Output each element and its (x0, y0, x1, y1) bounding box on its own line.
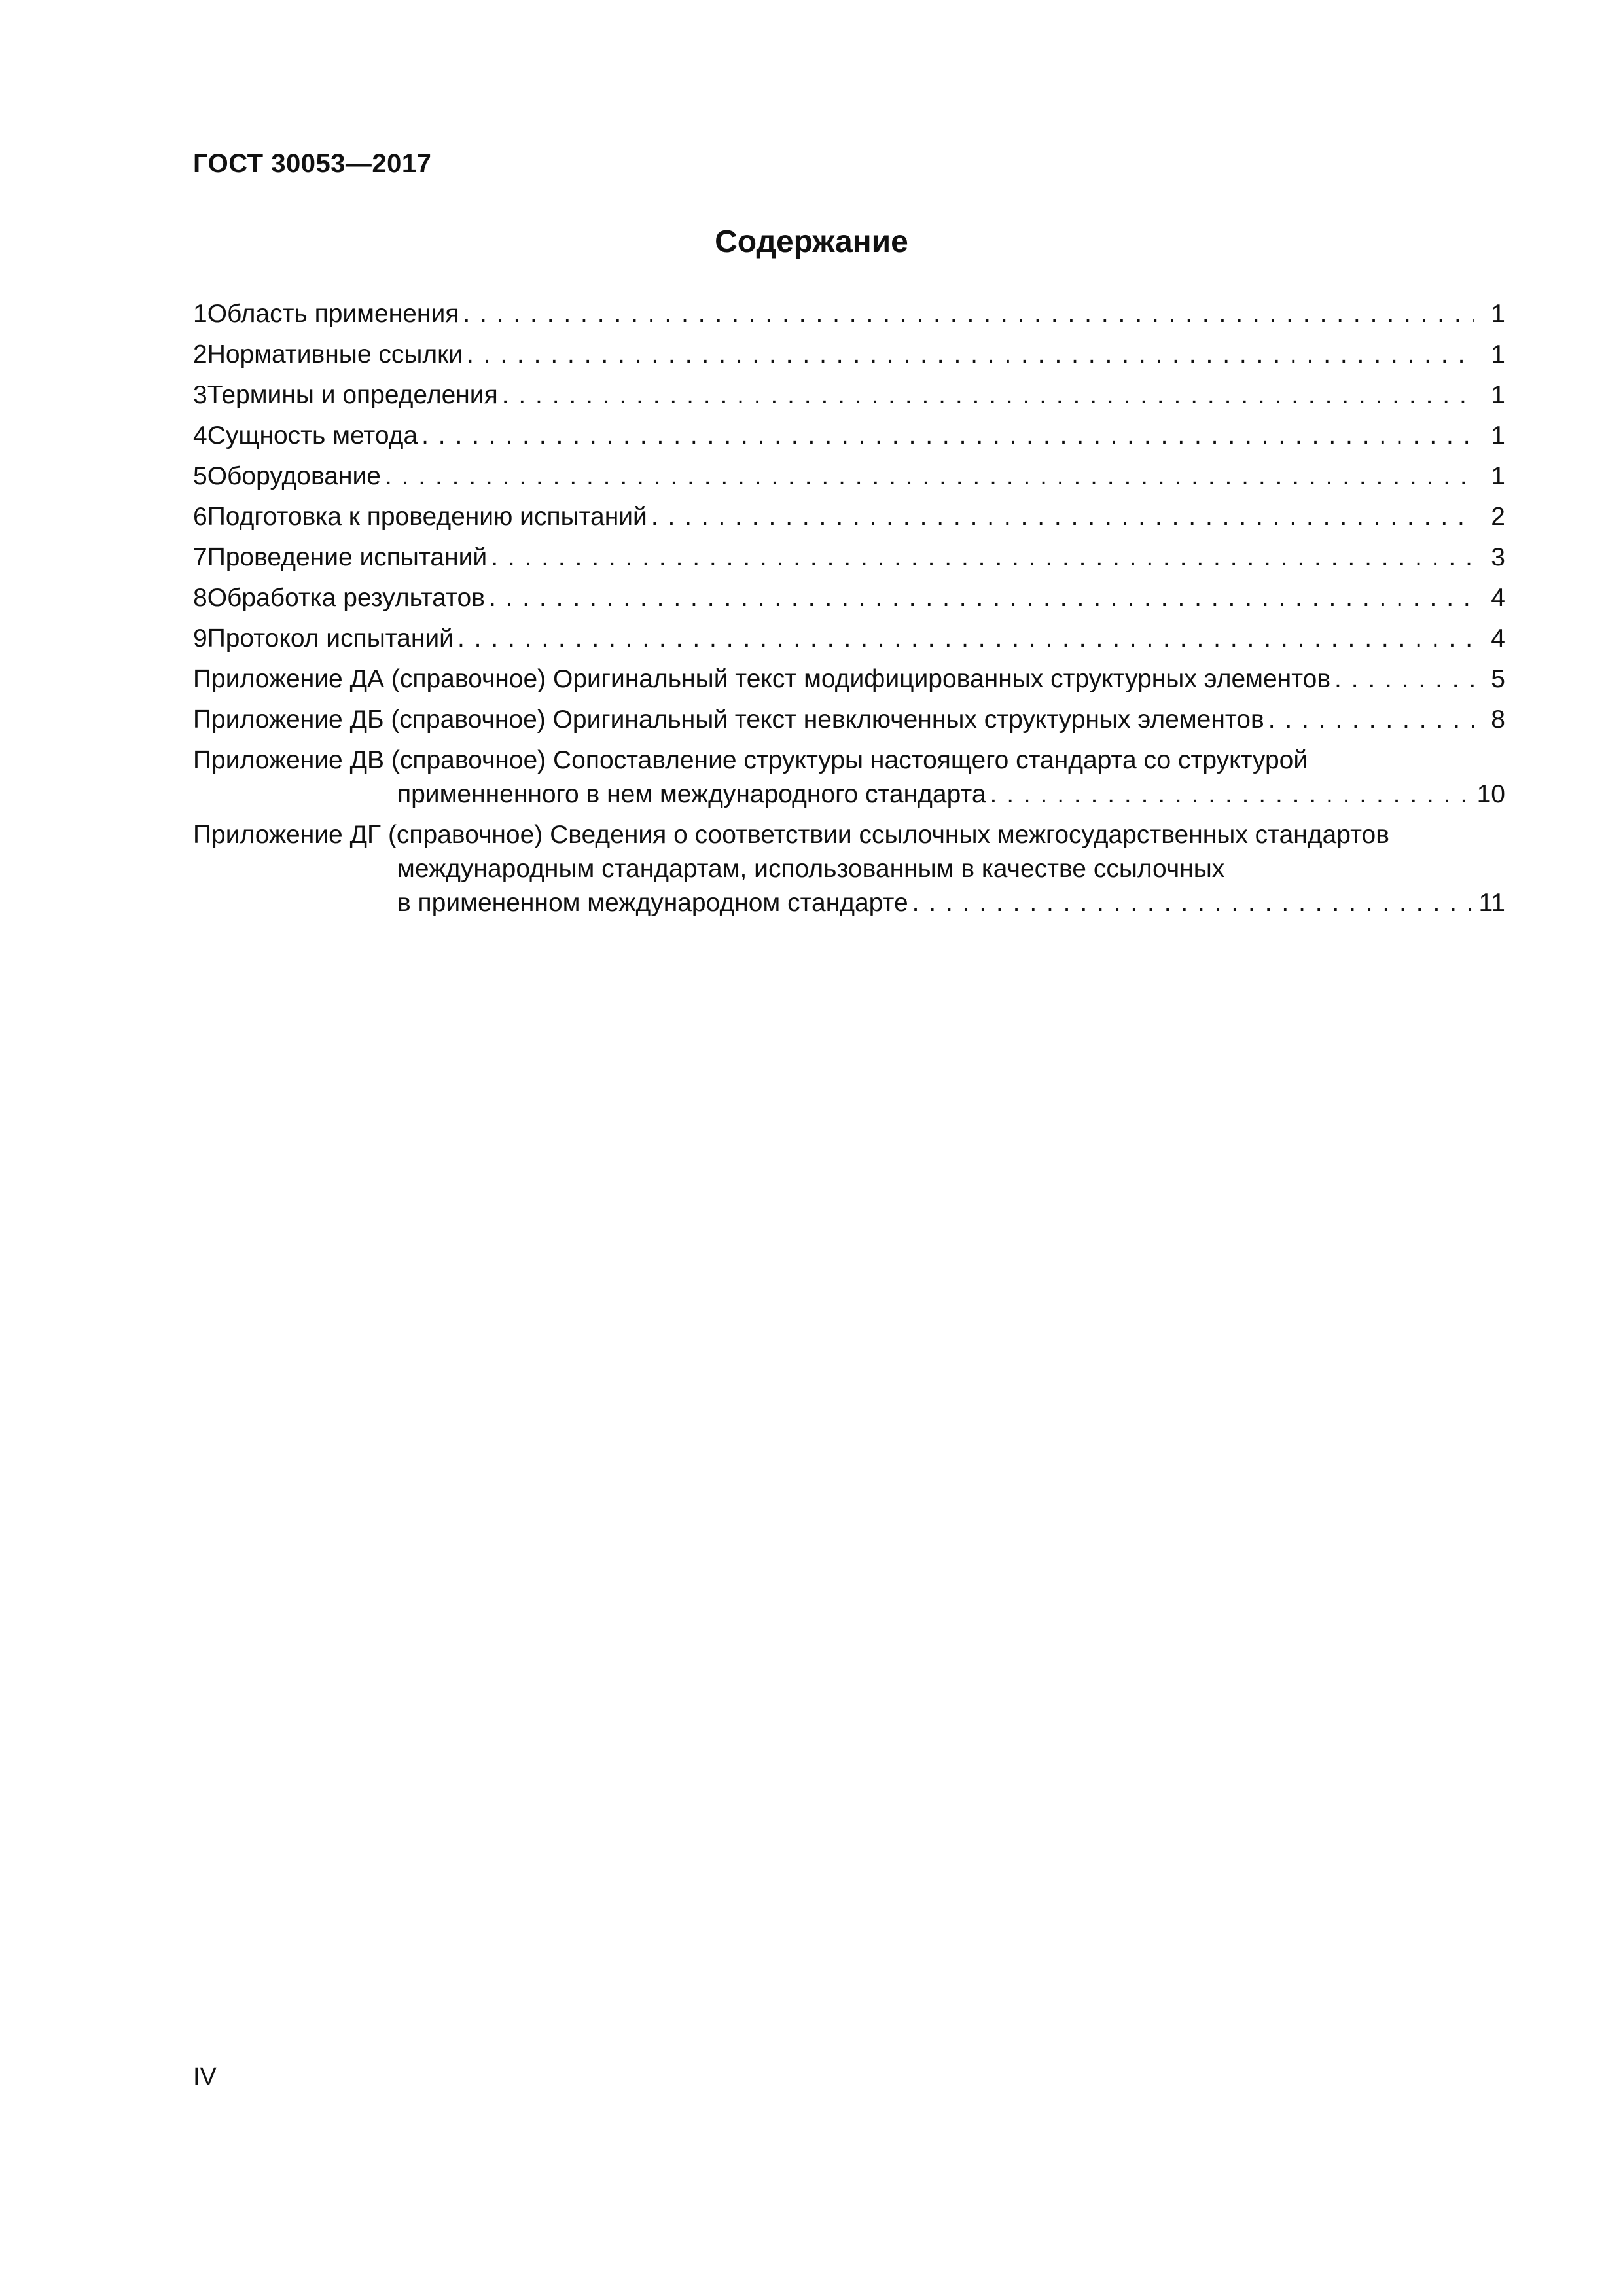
toc-entry-title: Протокол испытаний (207, 624, 454, 653)
dot-leader (1268, 706, 1474, 734)
toc-entry[interactable] (193, 462, 1505, 503)
toc-entry[interactable] (193, 340, 1505, 381)
toc-appendix-title: Приложение ДА (справочное) Оригинальный текст модифицированных структурных элементов (193, 665, 1331, 693)
toc-entry-page: 1 (1491, 381, 1505, 409)
toc-entry[interactable] (193, 381, 1505, 422)
toc-appendix-entry[interactable] (193, 706, 1505, 746)
toc-appendix-entry[interactable] (193, 821, 1505, 929)
dot-leader (912, 889, 1474, 918)
toc-entry-number: 4 (193, 422, 207, 450)
dot-leader (421, 422, 1474, 450)
dot-leader (467, 340, 1474, 369)
table-of-contents (193, 300, 1505, 929)
toc-entry-number: 2 (193, 340, 207, 368)
toc-entry-title: Термины и определения (207, 381, 498, 409)
toc-entry-number: 8 (193, 584, 207, 612)
dot-leader (457, 624, 1474, 653)
document-code: ГОСТ 30053—2017 (193, 149, 432, 178)
toc-entry-number: 9 (193, 624, 207, 653)
dot-leader (502, 381, 1474, 410)
toc-entry-title: Подготовка к проведению испытаний (207, 503, 647, 531)
toc-entry-page: 1 (1491, 462, 1505, 490)
toc-entry-page: 4 (1491, 584, 1505, 612)
toc-entry-number: 3 (193, 381, 207, 409)
toc-entry[interactable] (193, 543, 1505, 584)
toc-appendix-title-continued: в примененном международном стандарте (397, 889, 908, 917)
toc-appendix-entry[interactable] (193, 746, 1505, 821)
toc-appendix-title: Приложение ДВ (справочное) Сопоставление структуры настоящего стандарта со структурой (193, 746, 1308, 774)
toc-entry[interactable] (193, 584, 1505, 624)
dot-leader (491, 543, 1474, 572)
toc-appendix-title-continued: международным стандартам, использованным в качестве ссылочных (397, 855, 1225, 883)
toc-entry-title: Проведение испытаний (207, 543, 488, 571)
toc-entry-page: 2 (1491, 503, 1505, 531)
toc-entry-page: 5 (1491, 665, 1505, 693)
toc-entry-page: 1 (1491, 422, 1505, 450)
toc-entry[interactable] (193, 300, 1505, 340)
toc-entry-title: Оборудование (207, 462, 381, 490)
toc-appendix-entry[interactable] (193, 665, 1505, 706)
toc-entry-title: Сущность метода (207, 422, 418, 450)
page-folio: IV (193, 2063, 217, 2090)
toc-entry-number: 1 (193, 300, 207, 328)
toc-entry[interactable] (193, 624, 1505, 665)
dot-leader (463, 300, 1474, 329)
toc-entry[interactable] (193, 422, 1505, 462)
toc-appendix-title-continued: применненного в нем международного стандарта (397, 780, 986, 808)
toc-entry-title: Нормативные ссылки (207, 340, 463, 368)
toc-entry-number: 6 (193, 503, 207, 531)
dot-leader (489, 584, 1474, 613)
toc-entry-page: 4 (1491, 624, 1505, 653)
dot-leader (651, 503, 1474, 531)
dot-leader (385, 462, 1474, 491)
toc-entry-number: 7 (193, 543, 207, 571)
toc-entry-page: 10 (1476, 780, 1505, 808)
toc-entry-page: 1 (1491, 300, 1505, 328)
toc-appendix-title: Приложение ДГ (справочное) Сведения о соответствии ссылочных межгосударственных стандартов (193, 821, 1389, 849)
toc-entry-title: Область применения (207, 300, 459, 328)
dot-leader (1334, 665, 1474, 694)
toc-title: Содержание (715, 224, 908, 259)
toc-entry-number: 5 (193, 462, 207, 490)
toc-entry-title: Обработка результатов (207, 584, 485, 612)
toc-appendix-title: Приложение ДБ (справочное) Оригинальный текст невключенных структурных элементов (193, 706, 1264, 734)
dot-leader (990, 780, 1472, 809)
toc-entry-page: 8 (1491, 706, 1505, 734)
toc-entry-page: 3 (1491, 543, 1505, 571)
toc-entry[interactable] (193, 503, 1505, 543)
toc-entry-page: 1 (1491, 340, 1505, 368)
toc-entry-page: 11 (1478, 889, 1505, 917)
